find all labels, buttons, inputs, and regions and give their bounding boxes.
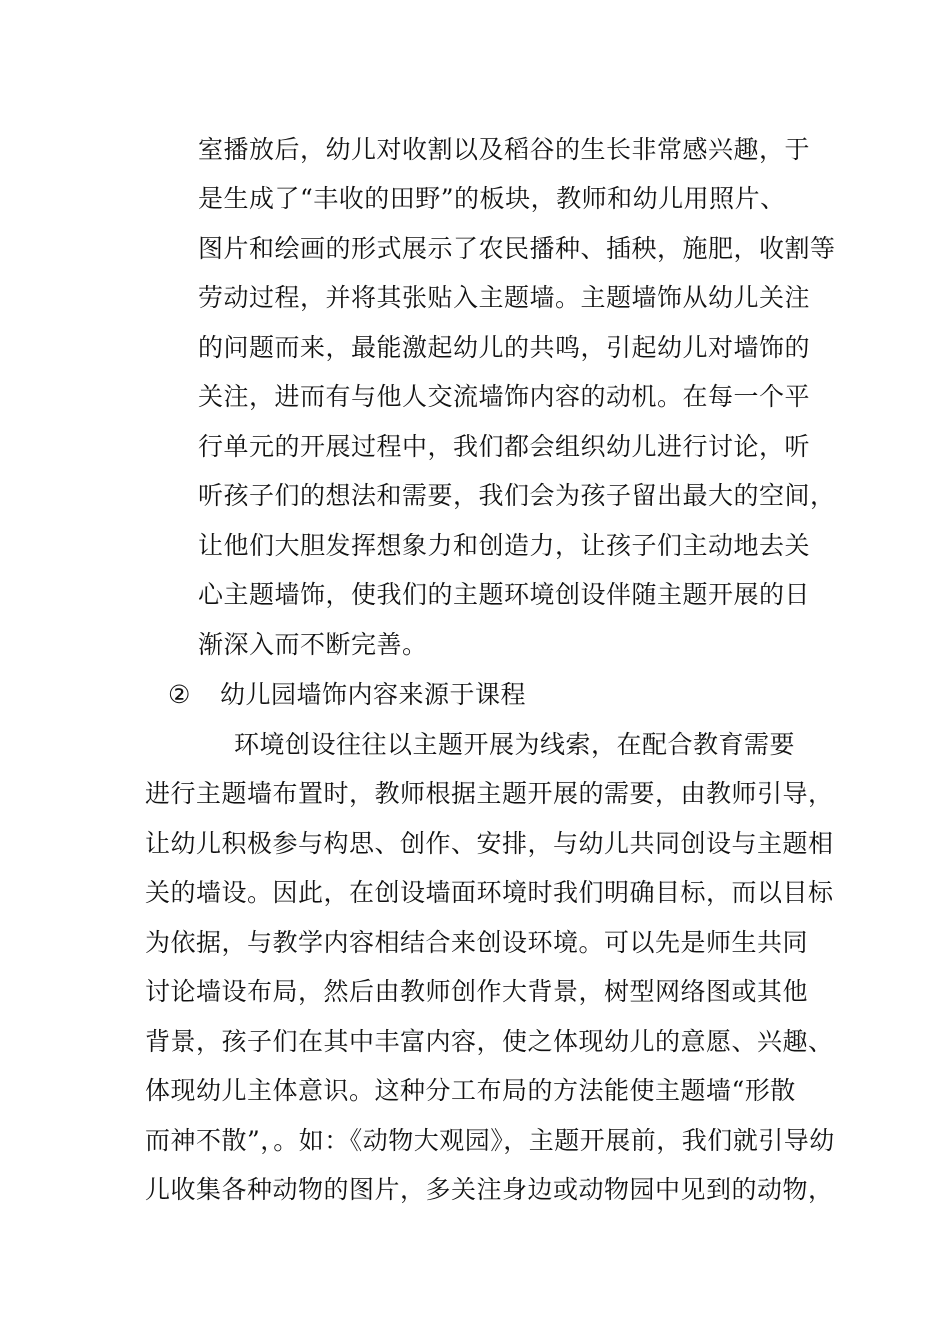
section-heading: 幼儿园墙饰内容来源于课程 <box>220 680 527 709</box>
paragraph-line: 环境创设往往以主题开展为线索，在配合教育需要 <box>234 730 796 759</box>
paragraph-line: 关注，进而有与他人交流墙饰内容的动机。在每一个平 <box>198 382 811 411</box>
paragraph-line: 儿收集各种动物的图片，多关注身边或动物园中见到的动物， <box>145 1175 834 1204</box>
paragraph-line: 听孩子们的想法和需要，我们会为孩子留出最大的空间， <box>198 481 836 510</box>
paragraph-line: 为依据，与教学内容相结合来创设环境。可以先是师生共同 <box>145 928 809 957</box>
paragraph-line: 劳动过程，并将其张贴入主题墙。主题墙饰从幼儿关注 <box>198 283 811 312</box>
paragraph-line: 背景，孩子们在其中丰富内容，使之体现幼儿的意愿、兴趣、 <box>145 1027 834 1056</box>
paragraph-line: 渐深入而不断完善。 <box>198 630 428 659</box>
paragraph-line: 而神不散”，。如：《动物大观园》，主题开展前，我们就引导幼 <box>145 1126 835 1155</box>
paragraph-line: 室播放后，幼儿对收割以及稻谷的生长非常感兴趣，于 <box>198 135 811 164</box>
paragraph-line: 让幼儿积极参与构思、创作、安排，与幼儿共同创设与主题相 <box>145 829 834 858</box>
section-number: ② <box>168 680 191 709</box>
paragraph-line: 体现幼儿主体意识。这种分工布局的方法能使主题墙“形散 <box>145 1076 796 1105</box>
paragraph-line: 关的墙设。因此，在创设墙面环境时我们明确目标，而以目标 <box>145 878 834 907</box>
paragraph-line: 进行主题墙布置时，教师根据主题开展的需要，由教师引导， <box>145 779 834 808</box>
paragraph-line: 讨论墙设布局，然后由教师创作大背景，树型网络图或其他 <box>145 977 809 1006</box>
paragraph-line: 是生成了“丰收的田野”的板块，教师和幼儿用照片、 <box>198 184 786 213</box>
paragraph-line: 心主题墙饰，使我们的主题环境创设伴随主题开展的日 <box>198 580 811 609</box>
paragraph-line: 让他们大胆发挥想象力和创造力，让孩子们主动地去关 <box>198 531 811 560</box>
paragraph-line: 的问题而来，最能激起幼儿的共鸣，引起幼儿对墙饰的 <box>198 333 811 362</box>
paragraph-line: 行单元的开展过程中，我们都会组织幼儿进行讨论，听 <box>198 432 811 461</box>
paragraph-line: 图片和绘画的形式展示了农民播种、插秧，施肥，收割等 <box>198 234 836 263</box>
